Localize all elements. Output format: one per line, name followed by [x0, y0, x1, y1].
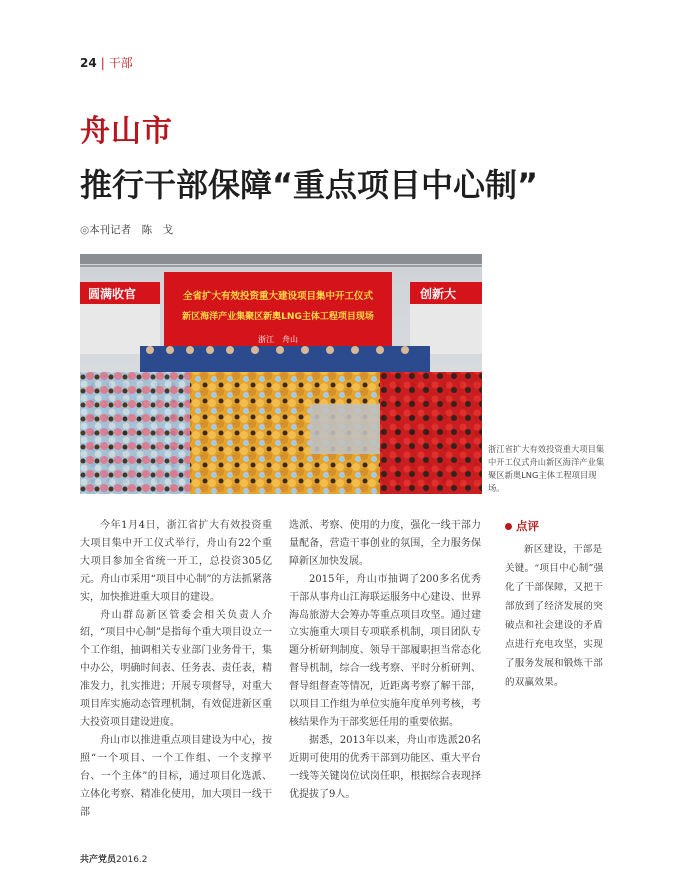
article-title: 推行干部保障“重点项目中心制”	[80, 166, 539, 204]
photo-sign-center: 浙江 舟山	[258, 335, 298, 344]
paragraph: 舟山市以推进重点项目建设为中心，按照“一个项目、一个工作组、一个支撑平台、一个主体”的目标，通过项目化选派、立体化考察、精准化使用，加大项目一线干部	[80, 734, 272, 818]
paragraph: 选派、考察、使用的力度，强化一线干部力量配备，营造干事创业的氛围，全力服务保障新区加快发展。	[289, 520, 481, 567]
bullet-icon	[505, 523, 512, 530]
photo-side-right: 创新大	[420, 287, 457, 301]
photo-caption: 浙江省扩大有效投资重大项目集中开工仪式舟山新区海洋产业集聚区新奥LNG主体工程项目现场。	[488, 444, 605, 493]
paragraph: 据悉，2013年以来，舟山市选派20名近期可使用的优秀干部到功能区、重大平台一线等关键岗位试岗任职，根据综合表现择优提拔了9人。	[289, 734, 481, 800]
section-name: 干部	[108, 56, 133, 70]
comment-heading	[505, 518, 609, 534]
article-column-1	[80, 517, 272, 821]
event-photo	[80, 254, 482, 494]
paragraph: 今年1月4日，浙江省扩大有效投资重大项目集中开工仪式举行，舟山有22个重大项目参加全省统一开工，总投资305亿元。舟山市采用“项目中心制”的方法抓紧落实，加快推进重大项目的建设。	[80, 520, 272, 603]
comment-heading-text: 点评	[516, 519, 539, 533]
photo-side-left: 圆满收官	[88, 287, 137, 301]
event-photo-illustration	[80, 254, 482, 494]
comment-sidebar	[505, 518, 609, 692]
comment-body: 新区建设，干部是关键。“项目中心制”强化了干部保障，又把干部放到了经济发展的突破点和社会建设的矛盾点进行充电攻坚，实现了服务发展和锻炼干部的双赢效果。	[505, 544, 604, 688]
page-header	[80, 54, 133, 71]
byline	[80, 222, 173, 237]
paragraph: 舟山群岛新区管委会相关负责人介绍，“项目中心制”是指每个重大项目设立一个工作组，抽调相关专业部门业务骨干，集中办公，明确时间表、任务表、责任表，精准发力，扎实推进；开展专项督导，对重大项目库实施动态管理机制，有效促进新区重大投资项目建设进度。	[80, 609, 272, 728]
page-number: 24	[80, 56, 97, 70]
article-kicker: 舟山市	[80, 114, 173, 149]
issue-number: 2016.2	[116, 855, 148, 865]
photo-banner-line2: 新区海洋产业集聚区新奥LNG主体工程项目现场	[182, 312, 374, 322]
photo-banner-line1: 全省扩大有效投资重大建设项目集中开工仪式	[182, 291, 374, 302]
page-footer	[80, 852, 148, 865]
byline-text: 本刊记者 陈 戈	[89, 224, 174, 236]
header-separator: |	[100, 56, 105, 70]
article-column-2	[289, 517, 481, 804]
byline-marker: ◎	[80, 224, 90, 236]
magazine-brand: 共产党员	[80, 855, 117, 865]
paragraph: 2015年，舟山市抽调了200多名优秀干部从事舟山江海联运服务中心建设、世界海岛旅游大会筹办等重点项目攻坚。通过建立实施重大项目专项联系机制，项目团队专题分析研判制度、领导干部履职担当常态化督导机制，综合一线考察、平时分析研判、督导组督查等情况，近距离考察了解干部，以项目工作组为单位实施年度单列考核，考核结果作为干部奖惩任用的重要依据。	[289, 573, 481, 728]
